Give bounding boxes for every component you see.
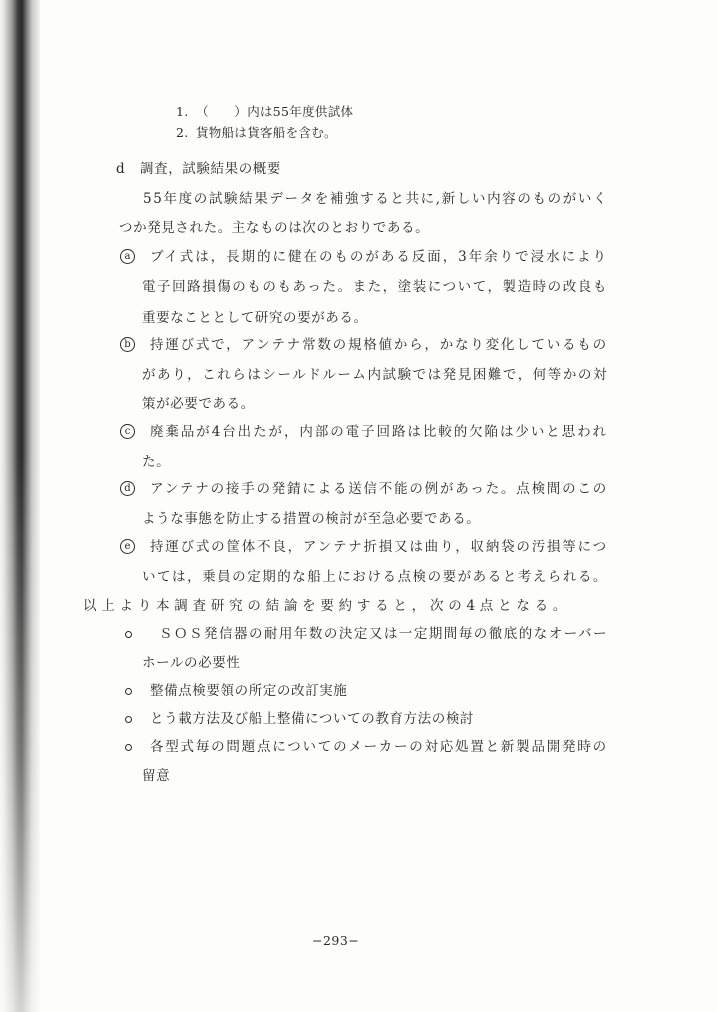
conclusion-4-line-2: 留意 [142,768,171,784]
finding-b-line-3: 策が必要である。 [142,396,255,412]
finding-d-line-1: アンテナの接手の発錆による送信不能の例があった。点検間のこの [150,481,609,497]
finding-b-line-1: 持運び式で，アンテナ常数の規格値から，かなり変化しているもの [150,337,608,353]
note-2-number: 2. [176,125,189,140]
page-number: −293− [312,933,360,948]
conclusion-3: とう載方法及び船上整備についての教育方法の検討 [150,711,475,727]
finding-d-marker: d [120,481,135,496]
section-label: d [116,161,126,177]
conclusion-2: 整備点検要領の所定の改訂実施 [150,683,348,699]
finding-c-line-2: た。 [142,454,171,470]
finding-e-marker: e [120,539,135,554]
finding-a-line-1: ブイ式は，長期的に健在のものがある反面，3年余りで浸水により [150,249,608,265]
finding-e-line-1: 持運び式の筐体不良，アンテナ折損又は曲り，収納袋の汚損等につ [150,539,608,555]
finding-d-line-2: ような事態を防止する措置の検討が至急必要である。 [142,511,481,527]
finding-a-marker: a [120,249,135,264]
finding-b-marker: b [120,337,135,352]
finding-b-line-2: があり，これらはシールドルーム内試験では発見困難で，何等かの対 [142,367,609,383]
note-2-text: 貨物船は貨客船を含む。 [196,125,337,140]
bullet-icon [125,688,132,695]
bullet-icon [125,744,132,751]
note-1-text: （ ）内は55年度供試体 [196,104,354,119]
bullet-icon [125,716,132,723]
finding-a-line-3: 重要なこととして研究の要がある。 [142,310,368,326]
finding-c-marker: c [120,424,135,439]
finding-a-line-2: 電子回路損傷のものもあった。また，塗装について，製造時の改良も [142,279,608,295]
section-title: 調査，試験結果の概要 [140,161,281,177]
conclusion-1-line-1: ＳＯＳ発信器の耐用年数の決定又は一定期間毎の徹底的なオーバー [159,626,609,642]
conclusion-4-line-1: 各型式毎の問題点についてのメーカーの対応処置と新製品開発時の [150,739,608,755]
note-1-number: 1. [176,104,189,119]
intro-line-1: 55年度の試験結果データを補強すると共に,新しい内容のものがいく [143,191,609,207]
finding-e-line-2: いては，乗員の定期的な船上における点検の要があると考えられる。 [142,569,608,585]
spine-fade [0,0,40,1012]
intro-line-2: つか発見された。主なものは次のとおりである。 [119,220,430,236]
conclusion-1-line-2: ホールの必要性 [142,655,241,671]
conclusion-intro: 以上より本調査研究の結論を要約すると，次の4点となる。 [83,598,572,614]
bullet-icon [125,631,132,638]
finding-c-line-1: 廃棄品が4台出たが，内部の電子回路は比較的欠陥は少いと思われ [150,424,608,440]
